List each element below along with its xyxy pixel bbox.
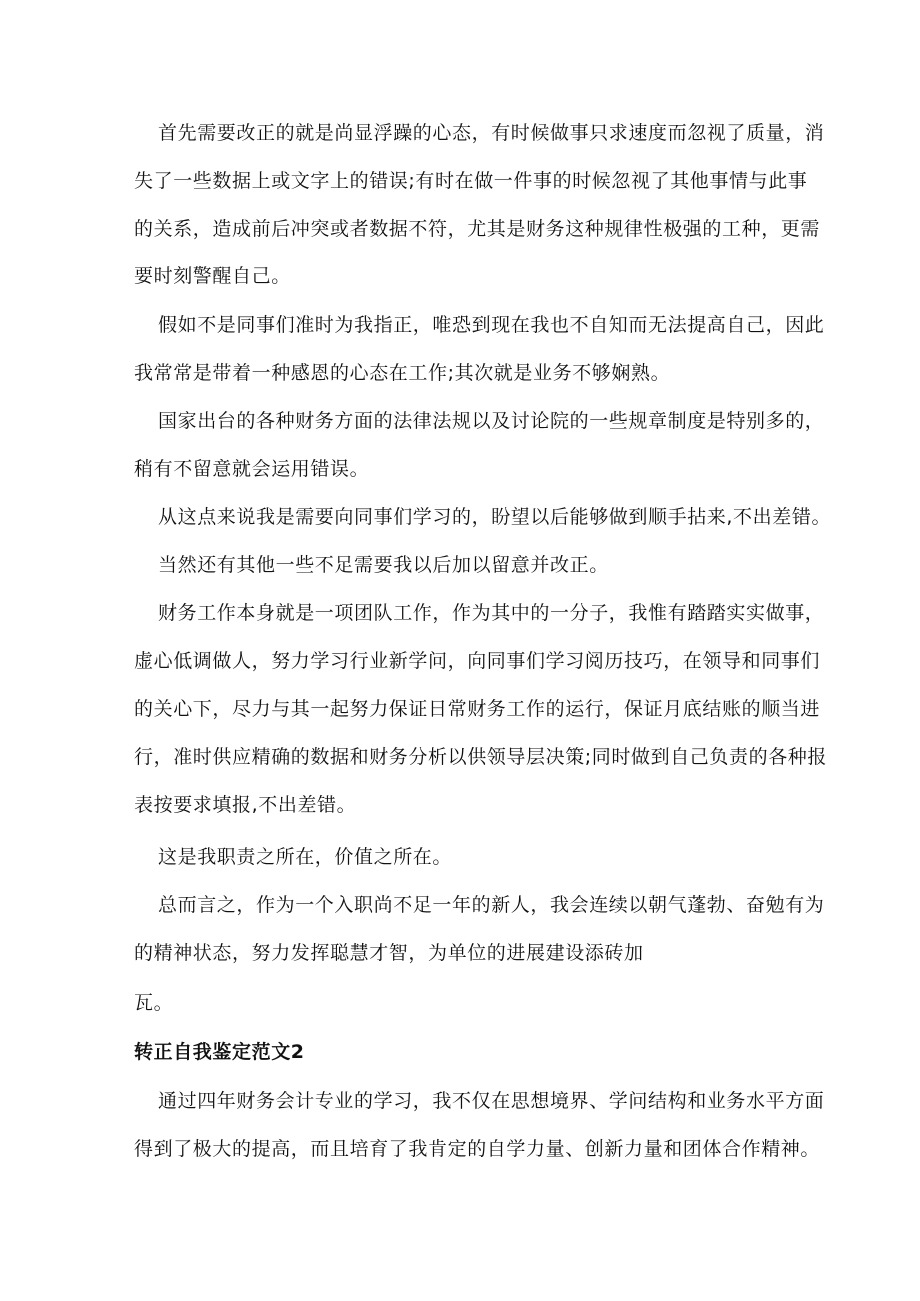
- paragraph-line: 当然还有其他一些不足需要我以后加以留意并改正。: [158, 554, 609, 576]
- paragraph-line: 我常常是带着一种感恩的心态在工作;其次就是业务不够娴熟。: [134, 362, 671, 384]
- paragraph-line: 行，准时供应精确的数据和财务分析以供领导层决策;同时做到自己负责的各种报: [134, 746, 828, 768]
- section-heading: 转正自我鉴定范文2: [134, 1041, 305, 1063]
- paragraph-line: 瓦。: [134, 992, 174, 1014]
- paragraph-line: 得到了极大的提高，而且培育了我肯定的自学力量、创新力量和团体合作精神。: [134, 1138, 821, 1160]
- paragraph-line: 国家出台的各种财务方面的法律法规以及讨论院的一些规章制度是特别多的，: [158, 410, 825, 432]
- paragraph-line: 失了一些数据上或文字上的错误;有时在做一件事的时候忽视了其他事情与此事: [134, 170, 808, 192]
- paragraph-line: 表按要求填报,不出差错。: [134, 794, 357, 816]
- paragraph-line: 总而言之，作为一个入职尚不足一年的新人，我会连续以朝气蓬勃、奋勉有为: [158, 894, 825, 916]
- paragraph-line: 从这点来说我是需要向同事们学习的，盼望以后能够做到顺手拈来,不出差错。: [158, 506, 832, 528]
- paragraph-line: 的精神状态，努力发挥聪慧才智，为单位的进展建设添砖加: [134, 942, 644, 964]
- paragraph-line: 这是我职责之所在，价值之所在。: [158, 846, 453, 868]
- paragraph-line: 假如不是同事们准时为我指正，唯恐到现在我也不自知而无法提高自己，因此: [158, 314, 825, 336]
- paragraph-line: 的关系，造成前后冲突或者数据不符，尤其是财务这种规律性极强的工种，更需: [134, 218, 821, 240]
- paragraph-line: 要时刻警醒自己。: [134, 265, 291, 287]
- paragraph-line: 稍有不留意就会运用错误。: [134, 458, 370, 480]
- paragraph-line: 的关心下，尽力与其一起努力保证日常财务工作的运行，保证月底结账的顺当进: [134, 698, 821, 720]
- paragraph-line: 虚心低调做人，努力学习行业新学问，向同事们学习阅历技巧，在领导和同事们: [134, 650, 821, 672]
- paragraph-line: 财务工作本身就是一项团队工作，作为其中的一分子，我惟有踏踏实实做事，: [158, 602, 825, 624]
- paragraph-line: 通过四年财务会计专业的学习，我不仅在思想境界、学问结构和业务水平方面: [158, 1090, 825, 1112]
- paragraph-line: 首先需要改正的就是尚显浮躁的心态，有时候做事只求速度而忽视了质量，消: [158, 122, 825, 144]
